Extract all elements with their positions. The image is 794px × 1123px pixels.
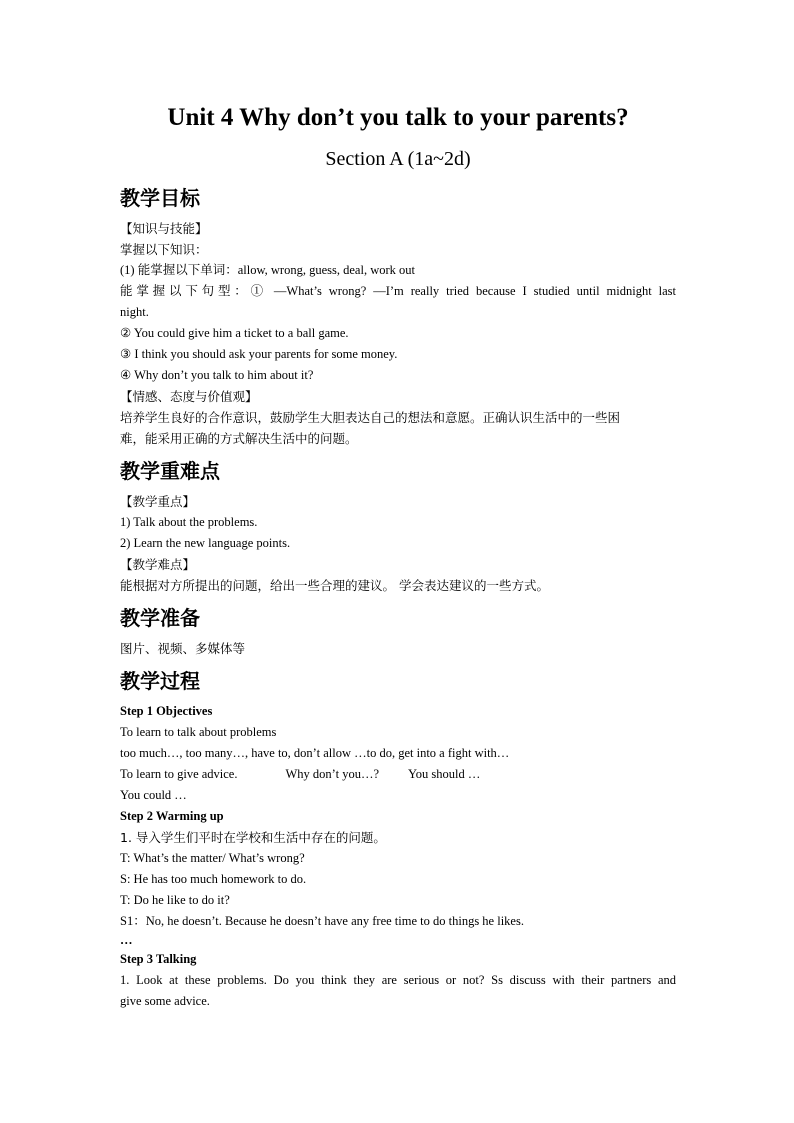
step1-line3a: To learn to give advice. bbox=[120, 767, 238, 781]
step1-line1: To learn to talk about problems bbox=[120, 725, 277, 739]
step2-line1: 1. 导入学生们平时在学校和生活中存在的问题。 bbox=[120, 830, 386, 845]
step2-line5: S1：No, he doesn’t. Because he doesn’t have any free time to do things he likes. bbox=[120, 914, 524, 928]
focus-2: 2) Learn the new language points. bbox=[120, 536, 291, 550]
knowledge-label: 【知识与技能】 bbox=[120, 221, 208, 236]
process-section bbox=[120, 667, 676, 1012]
process-heading: 教学过程 bbox=[120, 669, 200, 693]
step3-line1: 1. Look at these problems. Do you think they are serious or not? Ss discuss with their partners and bbox=[120, 973, 676, 987]
step2-title: Step 2 Warming up bbox=[120, 809, 224, 823]
key-points-section bbox=[120, 457, 676, 596]
pattern-3: ③ I think you should ask your parents for some money. bbox=[120, 347, 398, 361]
key-points-heading: 教学重难点 bbox=[120, 459, 220, 483]
document-title: Unit 4 Why don’t you talk to your parents? bbox=[167, 104, 629, 131]
pattern-2: ② You could give him a ticket to a ball game. bbox=[120, 326, 349, 340]
step1-line3c: You should … bbox=[408, 767, 481, 781]
emotion-text-1: 培养学生良好的合作意识，鼓励学生大胆表达自己的想法和意愿。正确认识生活中的一些困 bbox=[120, 410, 621, 425]
step1-line3 bbox=[120, 764, 676, 785]
step2-line4: T: Do he like to do it? bbox=[120, 893, 230, 907]
preparation-text: 图片、视频、多媒体等 bbox=[120, 641, 246, 656]
step1-line2: too much…, too many…, have to, don’t allow …to do, get into a fight with… bbox=[120, 746, 510, 760]
step1-line3b: Why don’t you…? bbox=[285, 767, 379, 781]
step2-line3: S: He has too much homework to do. bbox=[120, 872, 307, 886]
preparation-section bbox=[120, 604, 676, 659]
master-label: 掌握以下知识： bbox=[120, 242, 208, 257]
emotion-text-2: 难，能采用正确的方式解决生活中的问题。 bbox=[120, 431, 358, 446]
pattern-4: ④ Why don’t you talk to him about it? bbox=[120, 368, 314, 382]
step3-line2: give some advice. bbox=[120, 994, 210, 1008]
step2-line2: T: What’s the matter/ What’s wrong? bbox=[120, 851, 305, 865]
step1-line4: You could … bbox=[120, 788, 187, 802]
difficulty-label: 【教学难点】 bbox=[120, 557, 196, 572]
pattern-line-1: 能掌握以下句型：① —What’s wrong? —I’m really tried because I studied until midnight last bbox=[120, 284, 676, 298]
pattern-line-1-cont: night. bbox=[120, 305, 149, 319]
preparation-heading: 教学准备 bbox=[120, 606, 200, 630]
document-subtitle: Section A (1a~2d) bbox=[325, 148, 471, 170]
vocab-line: (1) 能掌握以下单词：allow, wrong, guess, deal, work out bbox=[120, 263, 415, 277]
document-content bbox=[120, 102, 676, 1012]
step3-title: Step 3 Talking bbox=[120, 952, 197, 966]
focus-label: 【教学重点】 bbox=[120, 494, 196, 509]
emotion-label: 【情感、态度与价值观】 bbox=[120, 389, 258, 404]
step2-ellipsis: … bbox=[120, 933, 133, 947]
step1-title: Step 1 Objectives bbox=[120, 704, 213, 718]
difficulty-text: 能根据对方所提出的问题，给出一些合理的建议。 学会表达建议的一些方式。 bbox=[120, 578, 549, 593]
objectives-heading: 教学目标 bbox=[120, 186, 200, 210]
objectives-section bbox=[120, 184, 676, 449]
focus-1: 1) Talk about the problems. bbox=[120, 515, 258, 529]
